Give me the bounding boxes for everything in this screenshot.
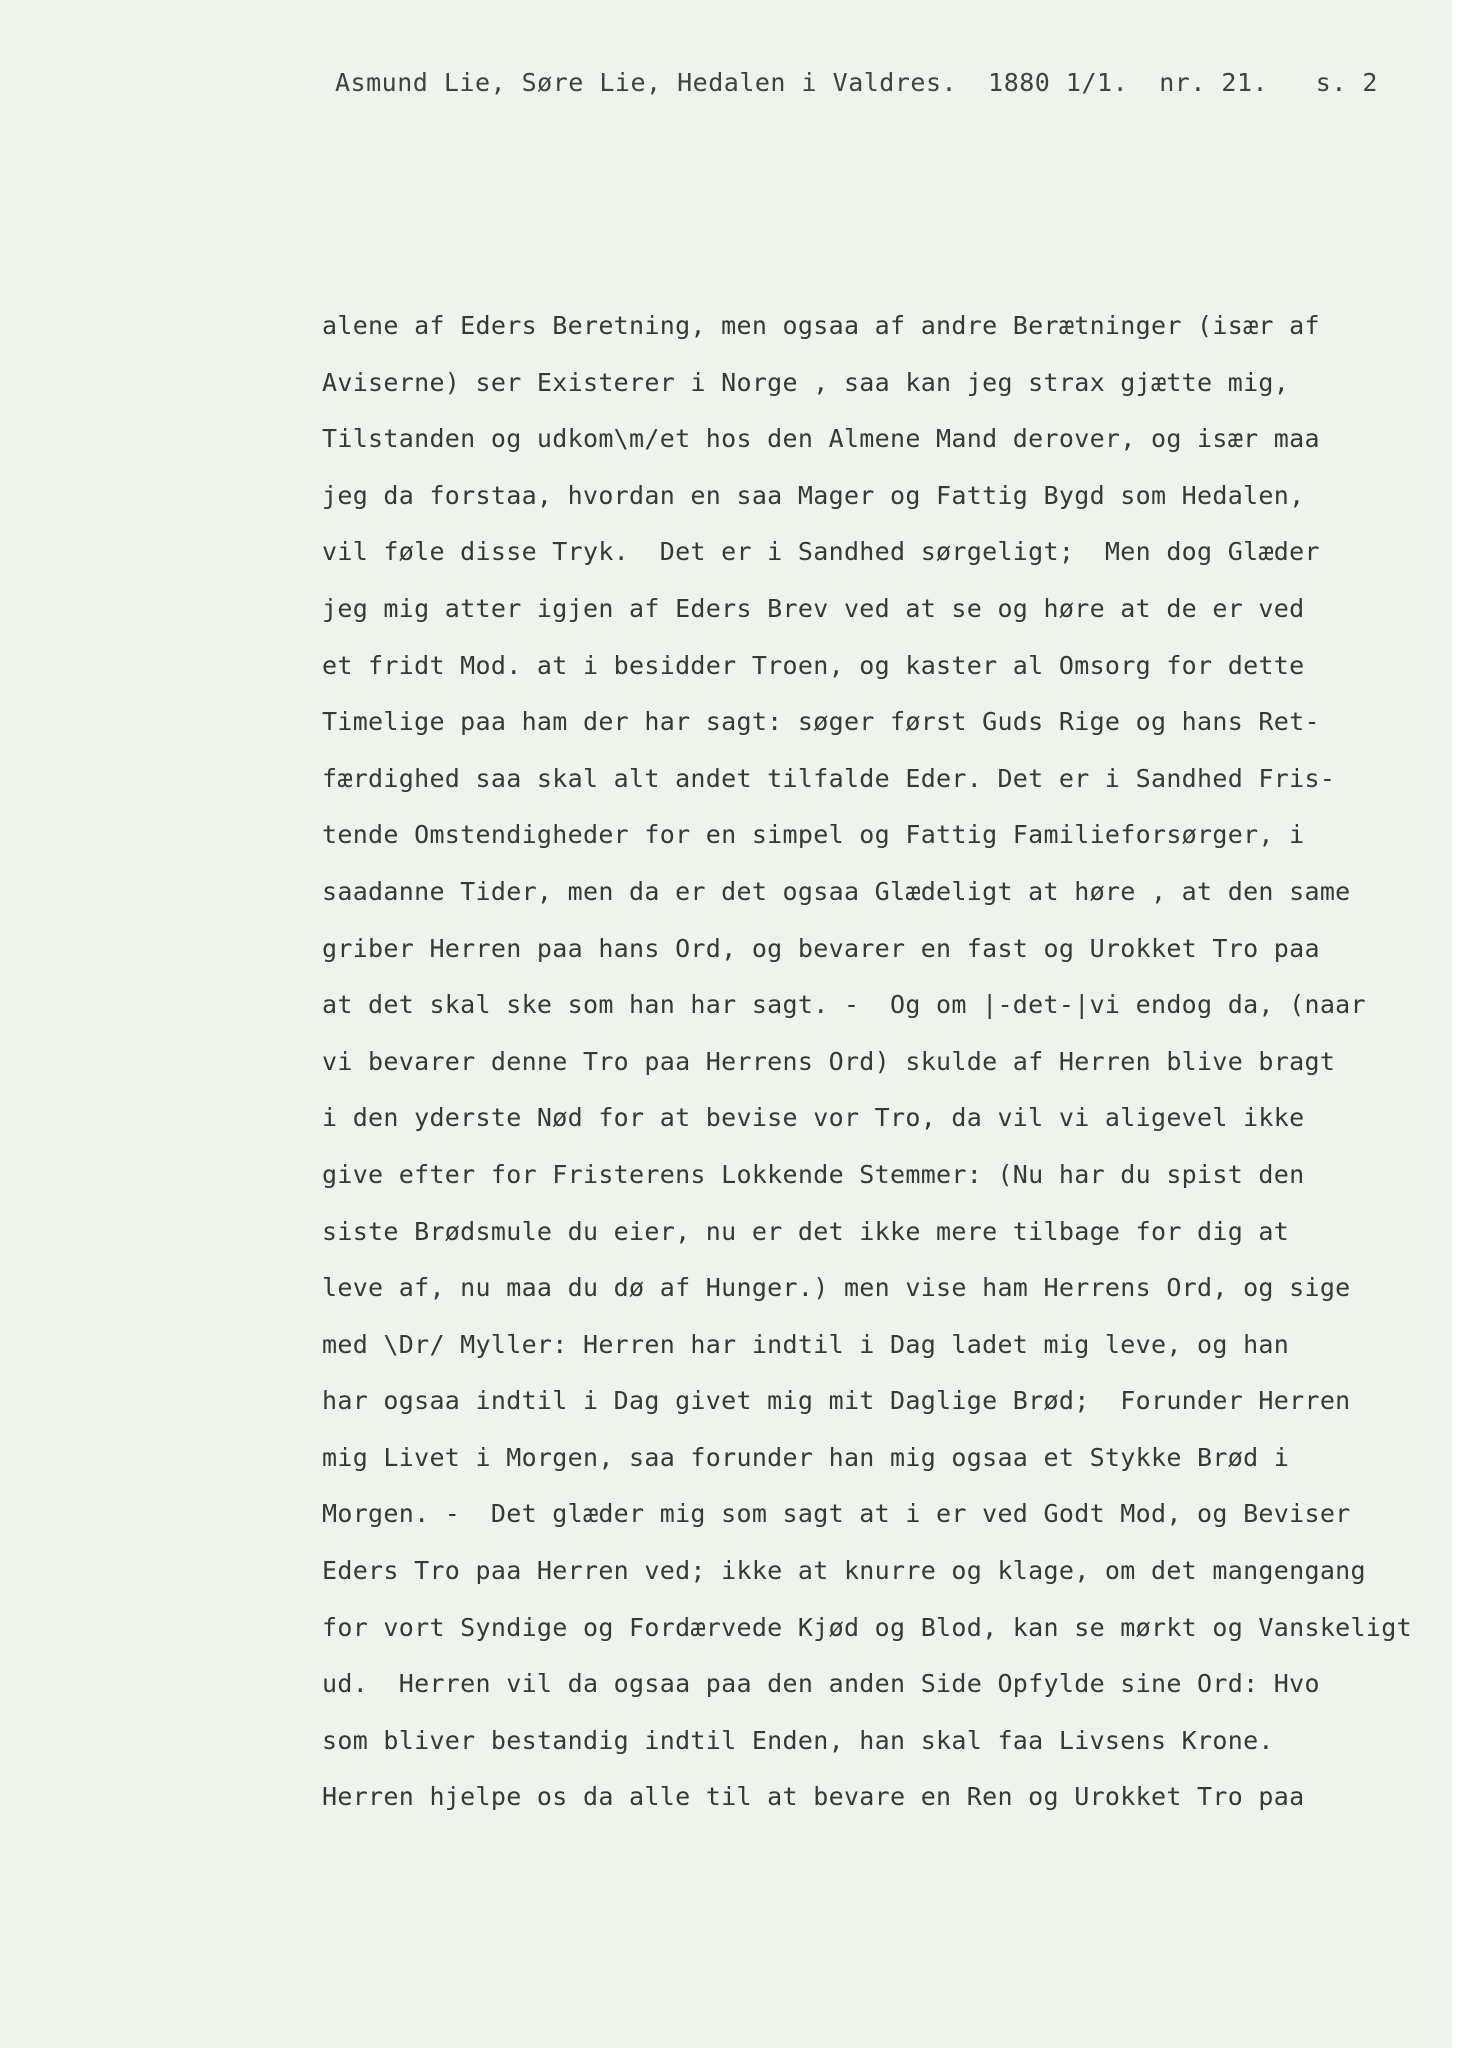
text-line: har ogsaa indtil i Dag givet mig mit Daglige Brød; Forunder Herren [322,1386,1351,1416]
text-line: Morgen. - Det glæder mig som sagt at i er ved Godt Mod, og Beviser [322,1499,1351,1529]
text-line: færdighed saa skal alt andet tilfalde Eder. Det er i Sandhed Fris- [322,763,1336,793]
text-line: give efter for Fristerens Lokkende Stemmer: (Nu har du spist den [322,1159,1305,1189]
text-line: alene af Eders Beretning, men ogsaa af andre Berætninger (især af [322,311,1320,340]
text-line: leve af, nu maa du dø af Hunger.) men vise ham Herrens Ord, og sige [322,1273,1351,1303]
text-line: griber Herren paa hans Ord, og bevarer en fast og Urokket Tro paa [322,933,1320,963]
text-line: mig Livet i Morgen, saa forunder han mig ogsaa et Stykke Brød i [322,1442,1290,1472]
text-line: et fridt Mod. at i besidder Troen, og kaster al Omsorg for dette [322,650,1305,680]
page-number: s. 2 [1315,68,1378,97]
letter-body [322,298,1412,1826]
page-header [335,68,1378,108]
text-line: Aviserne) ser Existerer i Norge , saa kan jeg strax gjætte mig, [322,367,1290,397]
text-line: vi bevarer denne Tro paa Herrens Ord) skulde af Herren blive bragt [322,1046,1336,1076]
text-line: tende Omstendigheder for en simpel og Fattig Familieforsørger, i [322,820,1305,850]
text-line: jeg da forstaa, hvordan en saa Mager og Fattig Bygd som Hedalen, [322,480,1305,510]
text-line: jeg mig atter igjen af Eders Brev ved at se og høre at de er ved [322,593,1305,623]
text-line: siste Brødsmule du eier, nu er det ikke mere tilbage for dig at [322,1216,1290,1246]
header-meta: Asmund Lie, Søre Lie, Hedalen i Valdres. 1880 1/1. nr. 21. [335,68,1269,97]
text-line: med \Dr/ Myller: Herren har indtil i Dag ladet mig leve, og han [322,1329,1290,1359]
text-line: vil føle disse Tryk. Det er i Sandhed sørgeligt; Men dog Glæder [322,537,1320,567]
text-line: saadanne Tider, men da er det ogsaa Glædeligt at høre , at den same [322,876,1351,906]
scan-border [1452,0,1466,2048]
text-line: Herren hjelpe os da alle til at bevare en Ren og Urokket Tro paa [322,1782,1305,1812]
text-line: Eders Tro paa Herren ved; ikke at knurre og klage, om det mangengang [322,1556,1366,1586]
text-line: for vort Syndige og Fordærvede Kjød og Blod, kan se mørkt og Vanskeligt [322,1612,1412,1642]
text-line: ud. Herren vil da ogsaa paa den anden Side Opfylde sine Ord: Hvo [322,1669,1320,1699]
text-line: at det skal ske som han har sagt. - Og om |-det-|vi endog da, (naar [322,990,1366,1020]
text-line: i den yderste Nød for at bevise vor Tro, da vil vi aligevel ikke [322,1103,1305,1133]
text-line: som bliver bestandig indtil Enden, han skal faa Livsens Krone. [322,1725,1274,1755]
text-line: Timelige paa ham der har sagt: søger først Guds Rige og hans Ret- [322,707,1320,737]
text-line: Tilstanden og udkom\m/et hos den Almene Mand derover, og især maa [322,424,1320,454]
